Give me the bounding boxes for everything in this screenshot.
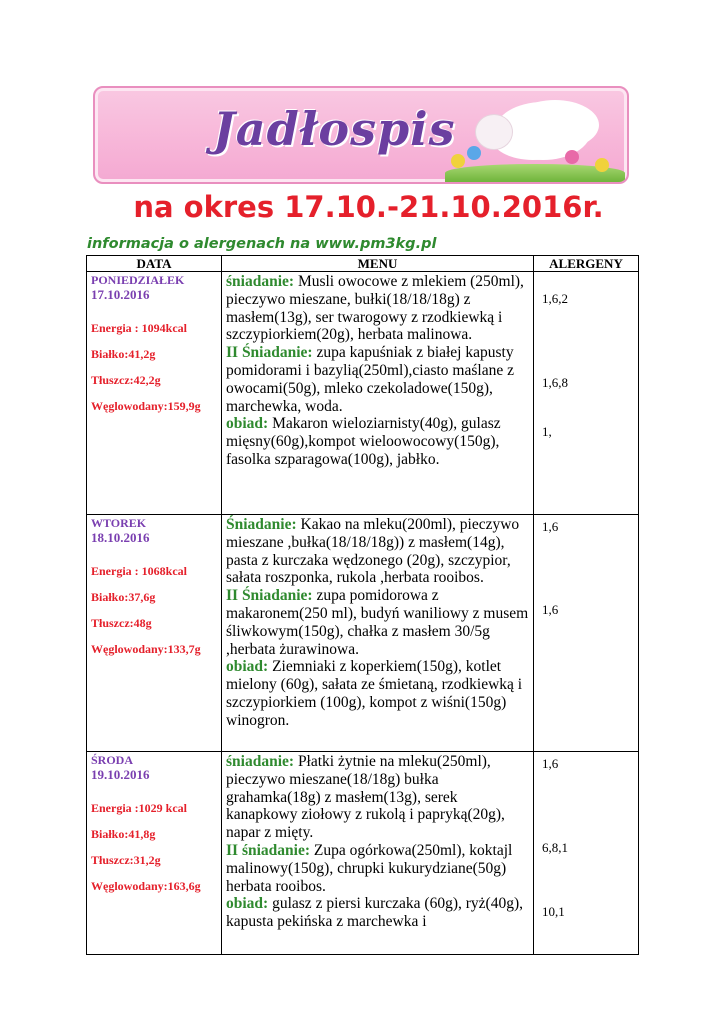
meal-text: gulasz z piersi kurczaka (60g), ryż(40g), kapusta pekińska z marchewka i xyxy=(226,895,523,931)
table-row xyxy=(87,272,639,515)
allergen-codes: 1, xyxy=(542,424,552,439)
allergens-cell xyxy=(534,752,639,955)
carbs-value: Węglowodany:133,7g xyxy=(91,642,201,656)
day-date: 19.10.2016 xyxy=(91,767,150,782)
flower-icon xyxy=(451,154,465,168)
menu-cell xyxy=(222,752,534,955)
column-header-allergens: ALERGENY xyxy=(534,256,639,272)
fat-value: Tłuszcz:42,2g xyxy=(91,373,161,387)
allergen-info-link[interactable]: informacja o alergenach na www.pm3kg.pl xyxy=(87,236,437,252)
meal-label: obiad: xyxy=(226,415,269,433)
meal-label: śniadanie: xyxy=(226,273,295,290)
menu-cell xyxy=(222,272,534,515)
day-name: WTOREK xyxy=(91,516,147,530)
meal-text: Ziemniaki z koperkiem(150g), kotlet mielony (60g), sałata ze śmietaną, rzodkiewką i szczypiorkiem (100g), kompot z wiśni(150g) winogron. xyxy=(226,658,523,729)
carbs-value: Węglowodany:159,9g xyxy=(91,399,201,413)
protein-value: Białko:41,8g xyxy=(91,827,156,841)
header-banner xyxy=(93,86,629,184)
meal-label: II śniadanie: xyxy=(226,841,310,859)
meal-text: zupa kapuśniak z białej kapusty pomidorami i bazylią(250ml),ciasto maślane z owocami(50g), mleko czekoladowe(150g), marchewka, woda. xyxy=(226,344,514,415)
energy-value: Energia : 1094kcal xyxy=(91,321,187,335)
day-name: ŚRODA xyxy=(91,753,134,767)
flower-icon xyxy=(565,150,579,164)
day-name: PONIEDZIAŁEK xyxy=(91,273,185,287)
column-header-date: DATA xyxy=(87,256,222,272)
allergen-codes: 1,6 xyxy=(542,519,559,534)
meal-label: śniadanie: xyxy=(226,753,295,770)
protein-value: Białko:37,6g xyxy=(91,590,156,604)
meal-text: Zupa ogórkowa(250ml), koktajl malinowy(150g), chrupki kukurydziane(50g) herbata rooibos. xyxy=(226,841,513,895)
day-date: 17.10.2016 xyxy=(91,287,150,302)
allergen-codes: 1,6 xyxy=(542,756,559,771)
menu-table xyxy=(86,255,639,955)
menu-cell xyxy=(222,515,534,752)
fat-value: Tłuszcz:31,2g xyxy=(91,853,161,867)
flower-icon xyxy=(467,146,481,160)
sheep-head-illustration xyxy=(475,114,513,150)
allergen-codes: 1,6 xyxy=(542,602,559,617)
date-cell xyxy=(87,272,222,515)
protein-value: Białko:41,2g xyxy=(91,347,156,361)
table-row xyxy=(87,515,639,752)
banner-title: Jadłospis xyxy=(213,102,456,156)
allergen-codes: 10,1 xyxy=(542,904,565,919)
meal-label: obiad: xyxy=(226,895,269,913)
energy-value: Energia : 1068kcal xyxy=(91,564,187,578)
meal-text: Makaron wieloziarnisty(40g), gulasz mięsny(60g),kompot wieloowocowy(150g), fasolka szparagowa(100g), jabłko. xyxy=(226,415,501,468)
allergens-cell xyxy=(534,515,639,752)
day-date: 18.10.2016 xyxy=(91,530,150,545)
energy-value: Energia :1029 kcal xyxy=(91,801,187,815)
meal-label: II Śniadanie: xyxy=(226,587,313,605)
meal-text: Płatki żytnie na mleku(250ml), pieczywo mieszane(18/18g) bułka grahamka(18g) z masłem(13g), serek kanapkowy ziołowy z rukolą i papryką(20g), napar z mięty. xyxy=(226,753,505,842)
table-row xyxy=(87,752,639,955)
meal-label: Śniadanie: xyxy=(226,516,297,533)
table-header-row xyxy=(87,256,639,272)
fat-value: Tłuszcz:48g xyxy=(91,616,152,630)
column-header-menu: MENU xyxy=(222,256,534,272)
meal-label: obiad: xyxy=(226,658,269,676)
meal-text: Musli owocowe z mlekiem (250ml), pieczywo mieszane, bułki(18/18/18g) z masłem(13g), ser twarogowy z rzodkiewką i szczypiorkiem(20g), herbata malinowa. xyxy=(226,273,524,344)
flower-icon xyxy=(595,158,609,172)
allergen-codes: 6,8,1 xyxy=(542,840,568,855)
date-cell xyxy=(87,752,222,955)
allergen-codes: 1,6,8 xyxy=(542,375,568,390)
menu-period: na okres 17.10.-21.10.2016r. xyxy=(133,190,604,224)
allergen-codes: 1,6,2 xyxy=(542,291,568,306)
date-cell xyxy=(87,515,222,752)
carbs-value: Węglowodany:163,6g xyxy=(91,879,201,893)
meal-text: Kakao na mleku(200ml), pieczywo mieszane ,bułka(18/18/18g)) z masłem(14g), pasta z kurczaka wędzonego (20g), szczypior, sałata roszponka, rukola ,herbata rooibos. xyxy=(226,516,520,587)
meal-label: II Śniadanie: xyxy=(226,344,313,362)
meal-text: zupa pomidorowa z makaronem(250 ml), budyń waniliowy z musem śliwkowym(150g), chałka z masłem 30/5g ,herbata żurawinowa. xyxy=(226,587,529,658)
allergens-cell xyxy=(534,272,639,515)
